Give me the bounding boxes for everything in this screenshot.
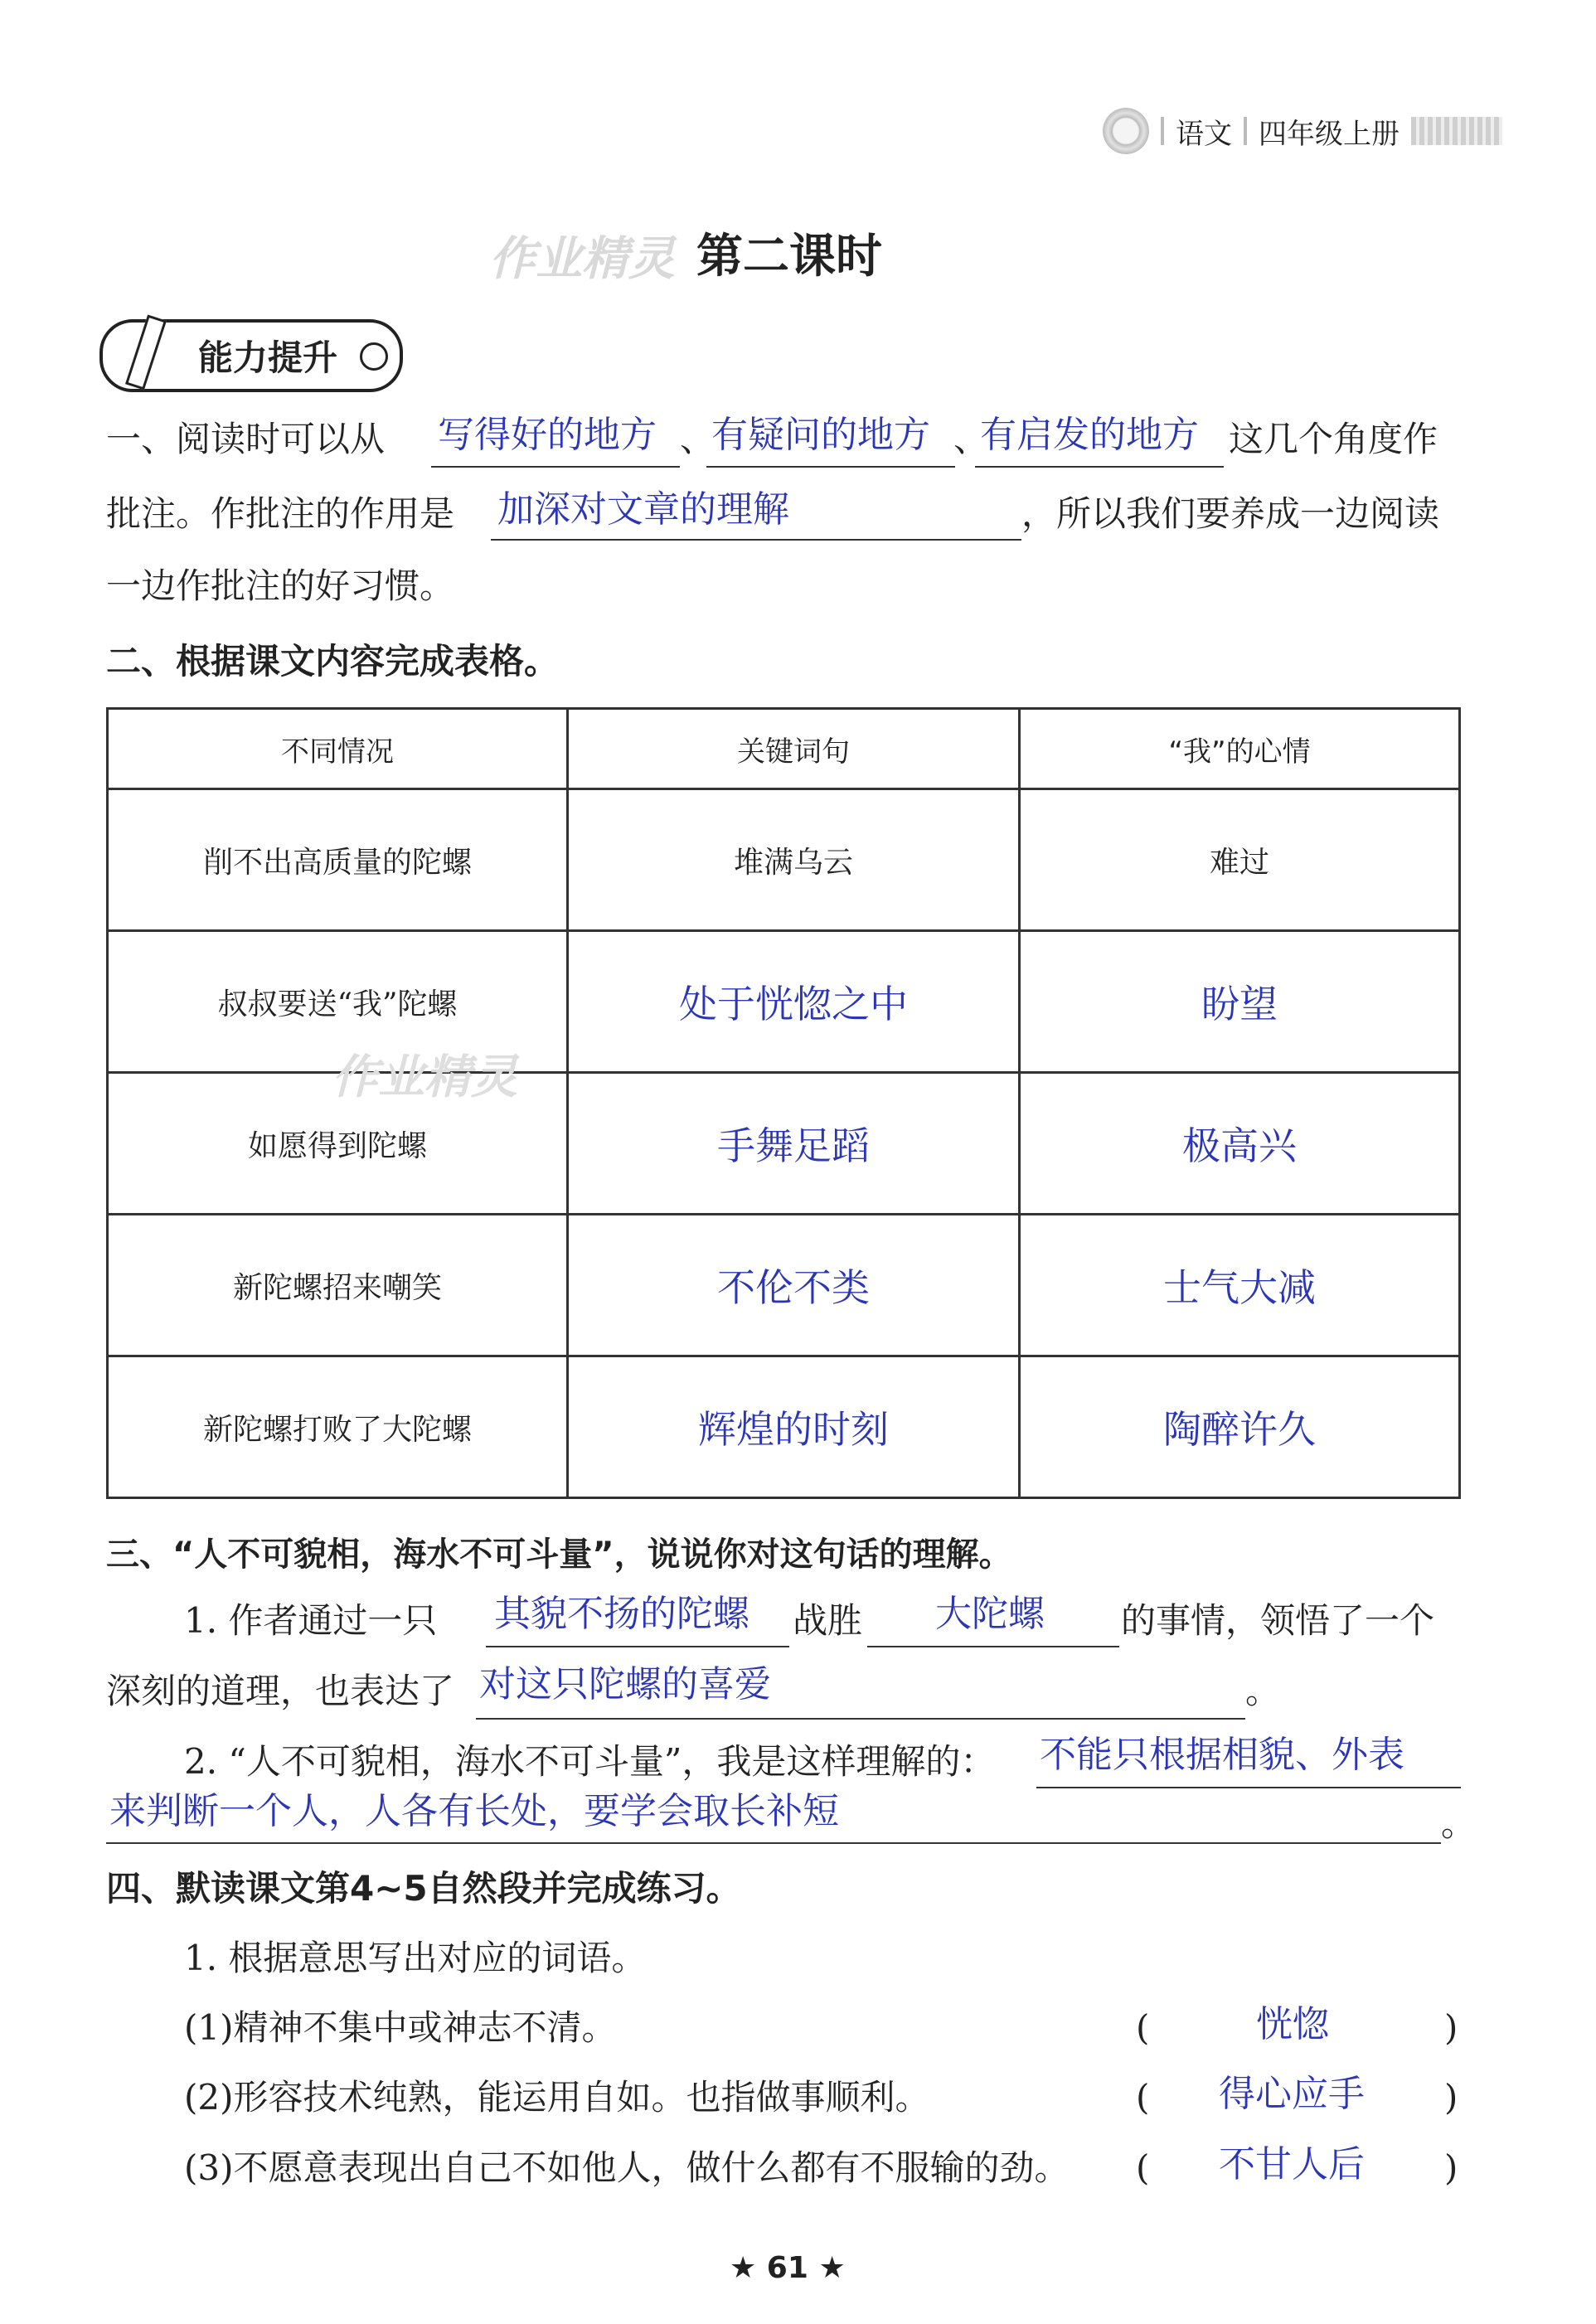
q1-answer-3: 有启发的地方 — [980, 414, 1199, 456]
page-number: ★ 61 ★ — [730, 2251, 846, 2285]
q3-s1-line2: 深刻的道理，也表达了 — [106, 1671, 455, 1711]
q1-line3: 一边作批注的好习惯。 — [106, 565, 455, 606]
watermark: 作业精灵 — [489, 232, 675, 286]
answer-line — [975, 466, 1224, 468]
q1-answer-2: 有疑问的地方 — [711, 414, 930, 456]
table-header-row — [108, 709, 1460, 789]
keyword-answer-cell: 手舞足蹈 — [568, 1073, 1020, 1215]
paren-open: ( — [1136, 2077, 1150, 2118]
q1-suffix: 这几个角度作 — [1229, 419, 1438, 459]
separator: 、 — [953, 419, 989, 459]
table-row — [108, 1356, 1460, 1498]
answer-line — [106, 1842, 1441, 1844]
q4-answer-2: 得心应手 — [1219, 2073, 1365, 2115]
answer-line — [491, 539, 1021, 541]
q4-sub1: 1. 根据意思写出对应的词语。 — [184, 1938, 647, 1978]
period: 。 — [1245, 1671, 1281, 1711]
divider — [1244, 117, 1247, 145]
feeling-answer-cell: 盼望 — [1020, 931, 1460, 1073]
page-header — [1103, 106, 1502, 156]
answer-line — [1036, 1787, 1461, 1788]
situation-cell: 新陀螺打败了大陀螺 — [108, 1356, 568, 1498]
q4-item-2: (2)形容技术纯熟，能运用自如。也指做事顺利。 — [184, 2077, 930, 2118]
header-subject: 语文 — [1176, 117, 1232, 151]
q2-title: 二、根据课文内容完成表格。 — [106, 641, 560, 682]
q1-prefix: 一、阅读时可以从 — [106, 419, 386, 459]
table-row — [108, 789, 1460, 931]
q3-answer-3: 对这只陀螺的喜爱 — [479, 1663, 771, 1705]
keyword-answer-cell: 辉煌的时刻 — [568, 1356, 1020, 1498]
feelings-table — [106, 707, 1461, 1499]
situation-cell: 削不出高质量的陀螺 — [108, 789, 568, 931]
feeling-answer-cell: 极高兴 — [1020, 1073, 1460, 1215]
header-cell: 关键词句 — [568, 709, 1020, 789]
q4-answer-3: 不甘人后 — [1219, 2143, 1365, 2186]
answer-line — [867, 1646, 1119, 1647]
q4-answer-1: 恍惚 — [1256, 2003, 1329, 2045]
pencil-icon — [125, 314, 167, 390]
feeling-cell: 难过 — [1020, 789, 1460, 931]
answer-line — [476, 1718, 1245, 1720]
q1-answer-1: 写得好的地方 — [438, 414, 657, 456]
header-cell: “我”的心情 — [1020, 709, 1460, 789]
q3-answer-2: 大陀螺 — [935, 1593, 1045, 1635]
watermark: 作业精灵 — [332, 1050, 517, 1104]
q1-answer-4: 加深对文章的理解 — [497, 488, 789, 531]
q3-answer-1: 其貌不扬的陀螺 — [494, 1593, 749, 1635]
q1-line2-prefix: 批注。作批注的作用是 — [106, 493, 455, 534]
situation-cell: 新陀螺招来嘲笑 — [108, 1215, 568, 1356]
answer-line — [706, 466, 955, 468]
q4-item-1: (1)精神不集中或神志不清。 — [184, 2007, 617, 2048]
feeling-answer-cell: 陶醉许久 — [1020, 1356, 1460, 1498]
paren-open: ( — [1136, 2147, 1150, 2188]
lesson-title: 第二课时 — [696, 230, 882, 284]
q4-item-3: (3)不愿意表现出自己不如他人，做什么都有不服输的劲。 — [184, 2147, 1070, 2188]
paren-close: ) — [1444, 2147, 1458, 2188]
header-cell: 不同情况 — [108, 709, 568, 789]
sun-logo-icon — [1103, 108, 1149, 154]
q3-s1-suffix: 的事情，领悟了一个 — [1121, 1600, 1435, 1641]
section-badge — [99, 319, 403, 392]
paren-open: ( — [1136, 2007, 1150, 2048]
q3-title: 三、“人不可貌相，海水不可斗量”，说说你对这句话的理解。 — [106, 1536, 1012, 1574]
situation-cell: 叔叔要送“我”陀螺 — [108, 931, 568, 1073]
ring-icon — [360, 342, 388, 371]
keyword-cell: 堆满乌云 — [568, 789, 1020, 931]
paren-close: ) — [1444, 2077, 1458, 2118]
keyword-answer-cell: 不伦不类 — [568, 1215, 1020, 1356]
section-title: 能力提升 — [197, 337, 337, 378]
q3-s1-prefix: 1. 作者通过一只 — [184, 1600, 438, 1641]
q1-line2-suffix: ，所以我们要养成一边阅读 — [1021, 493, 1440, 534]
q3-s1-mid: 战胜 — [793, 1600, 863, 1641]
table-row — [108, 1073, 1460, 1215]
separator: 、 — [680, 419, 716, 459]
divider — [1161, 117, 1164, 145]
header-grade: 四年级上册 — [1259, 117, 1400, 151]
q4-title: 四、默读课文第4~5自然段并完成练习。 — [106, 1868, 741, 1909]
q3-s2-prefix: 2. “人不可貌相，海水不可斗量”，我是这样理解的： — [184, 1741, 996, 1782]
q3-answer-4: 不能只根据相貌、外表 — [1040, 1734, 1404, 1776]
table-row — [108, 1215, 1460, 1356]
answer-line — [431, 466, 680, 468]
table-row — [108, 931, 1460, 1073]
keyword-answer-cell: 处于恍惚之中 — [568, 931, 1020, 1073]
feeling-answer-cell: 士气大减 — [1020, 1215, 1460, 1356]
paren-close: ) — [1444, 2007, 1458, 2048]
situation-cell: 如愿得到陀螺 — [108, 1073, 568, 1215]
answer-line — [486, 1646, 789, 1647]
q3-answer-5: 来判断一个人，人各有长处，要学会取长补短 — [109, 1790, 839, 1832]
decorative-bars — [1411, 117, 1502, 145]
period: 。 — [1441, 1803, 1477, 1844]
